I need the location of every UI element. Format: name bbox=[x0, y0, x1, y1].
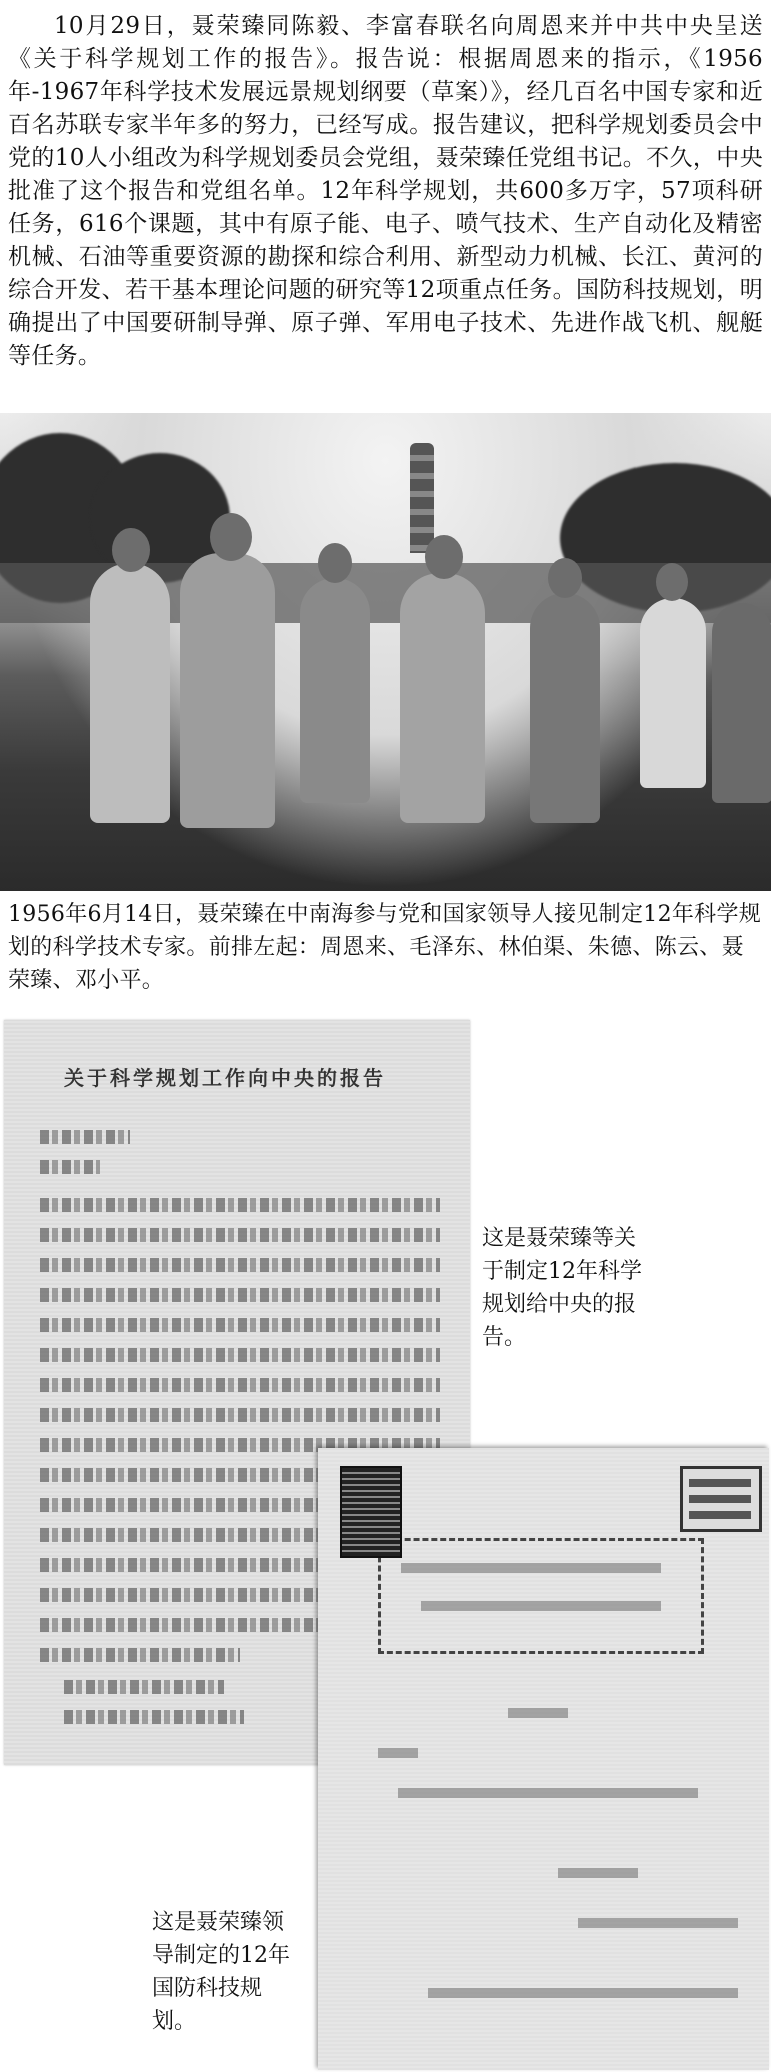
document-title-box bbox=[378, 1538, 704, 1654]
person-figure bbox=[300, 578, 370, 803]
person-figure bbox=[180, 553, 275, 828]
person-figure bbox=[530, 593, 600, 823]
report-document-title: 关于科学规划工作向中央的报告 bbox=[64, 1066, 386, 1090]
pagoda bbox=[410, 443, 434, 553]
historical-photo bbox=[0, 413, 771, 891]
archive-stamp bbox=[340, 1466, 402, 1558]
intro-paragraph: 10月29日，聂荣臻同陈毅、李富春联名向周恩来并中共中央呈送《关于科学规划工作的报告》。报告说：根据周恩来的指示，《1956年-1967年科学技术发展远景规划纲要（草案）》，经几百名中国专家和近百名苏联专家半年多的努力，已经写成。报告建议，把科学规划委员会中党的10人小组改为科学规划委员会党组，聂荣臻任党组书记。不久，中央批准了这个报告和党组名单。12年科学规划，共600多万字，57项科研任务，616个课题，其中有原子能、电子、喷气技术、生产自动化及精密机械、石油等重要资源的勘探和综合利用、新型动力机械、长江、黄河的综合开发、若干基本理论问题的研究等12项重点任务。国防科技规划，明确提出了中国要研制导弹、原子弹、军用电子技术、先进作战飞机、舰艇等任务。 bbox=[8, 13, 763, 369]
defense-plan-caption: 这是聂荣臻领导制定的12年国防科技规划。 bbox=[152, 1910, 290, 2034]
photo-caption: 1956年6月14日，聂荣臻在中南海参与党和国家领导人接见制定12年科学规划的科学技术专家。前排左起：周恩来、毛泽东、林伯渠、朱德、陈云、聂荣臻、邓小平。 bbox=[8, 902, 762, 993]
report-caption: 这是聂荣臻等关于制定12年科学规划给中央的报告。 bbox=[482, 1226, 642, 1350]
person-figure bbox=[712, 603, 771, 803]
person-figure bbox=[90, 563, 170, 823]
person-figure bbox=[640, 598, 706, 788]
classification-stamp bbox=[680, 1466, 762, 1532]
person-figure bbox=[400, 573, 485, 823]
